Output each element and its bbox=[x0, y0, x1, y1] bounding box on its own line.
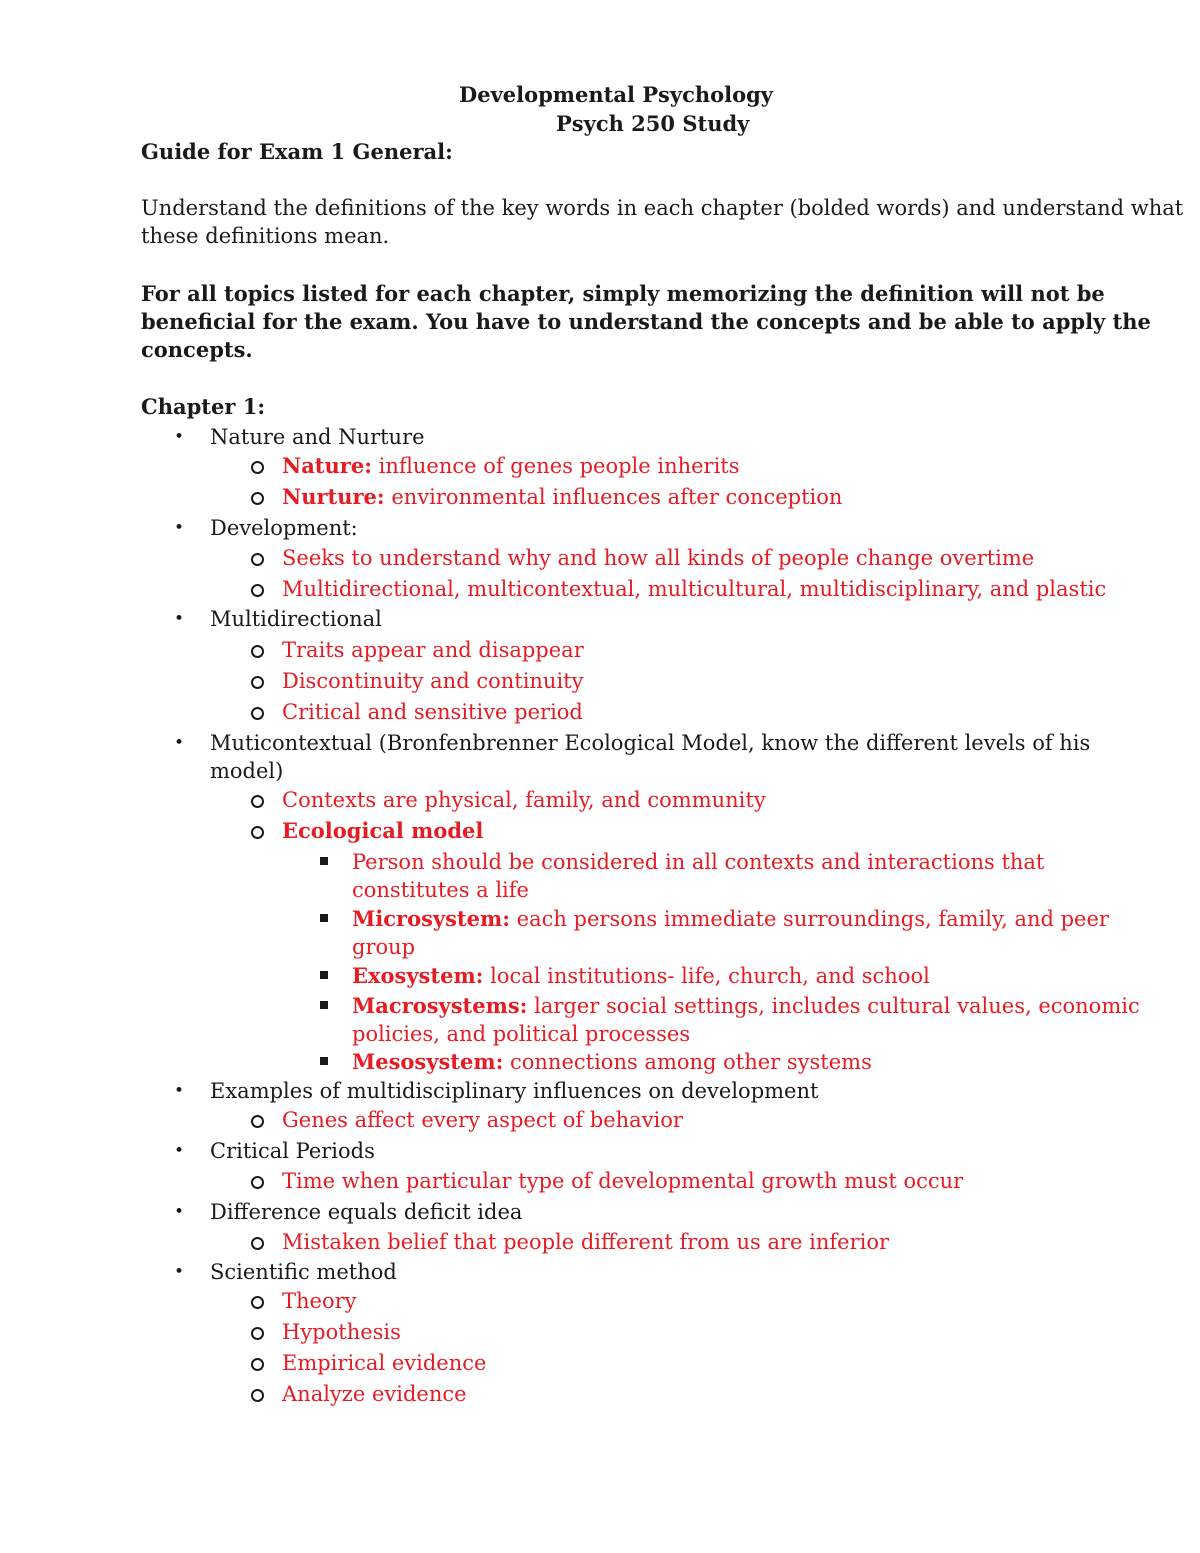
circle-bullet-icon bbox=[251, 707, 264, 720]
topic-critical-periods: Critical Periods bbox=[210, 1139, 375, 1163]
circle-bullet-icon bbox=[251, 1176, 264, 1189]
doc-title-line1: Developmental Psychology bbox=[459, 82, 773, 107]
topic-scientific-method: Scientific method bbox=[210, 1260, 397, 1284]
circle-bullet-icon bbox=[251, 1358, 264, 1371]
note-line2: beneficial for the exam. You have to understand the concepts and be able to apply the bbox=[141, 309, 1151, 334]
subitem-development-1: Seeks to understand why and how all kinds of people change overtime bbox=[282, 546, 1035, 570]
subitem-multidirectional-1: Traits appear and disappear bbox=[282, 638, 584, 662]
circle-bullet-icon bbox=[251, 553, 264, 566]
eco-person-line1: Person should be considered in all contexts and interactions that bbox=[352, 850, 1045, 874]
subitem-multidirectional-3: Critical and sensitive period bbox=[282, 700, 583, 724]
subitem-nurture bbox=[282, 483, 842, 511]
circle-bullet-icon bbox=[251, 1237, 264, 1250]
subitem-contexts: Contexts are physical, family, and community bbox=[282, 788, 766, 812]
bullet-icon: • bbox=[174, 733, 185, 753]
term-mesosystem: Mesosystem: bbox=[352, 1049, 504, 1074]
eco-macrosystems-line1 bbox=[352, 992, 1140, 1020]
square-bullet-icon bbox=[320, 1057, 328, 1065]
bullet-icon: • bbox=[174, 1141, 185, 1161]
circle-bullet-icon bbox=[251, 584, 264, 597]
square-bullet-icon bbox=[320, 857, 328, 865]
topic-development: Development: bbox=[210, 516, 358, 540]
square-bullet-icon bbox=[320, 914, 328, 922]
subitem-multidirectional-2: Discontinuity and continuity bbox=[282, 669, 584, 693]
subitem-analyze-evidence: Analyze evidence bbox=[282, 1382, 467, 1406]
eco-microsystem-line1 bbox=[352, 905, 1109, 933]
bullet-icon: • bbox=[174, 609, 185, 629]
def-nurture: environmental influences after conception bbox=[384, 485, 843, 509]
subitem-deficit: Mistaken belief that people different from us are inferior bbox=[282, 1230, 890, 1254]
topic-multidisciplinary: Examples of multidisciplinary influences on development bbox=[210, 1079, 819, 1103]
bullet-icon: • bbox=[174, 1202, 185, 1222]
circle-bullet-icon bbox=[251, 1115, 264, 1128]
eco-exosystem bbox=[352, 962, 930, 990]
def-macrosystems: larger social settings, includes cultural values, economic bbox=[527, 994, 1140, 1018]
circle-bullet-icon bbox=[251, 461, 264, 474]
circle-bullet-icon bbox=[251, 676, 264, 689]
term-nature: Nature: bbox=[282, 453, 372, 478]
topic-deficit: Difference equals deficit idea bbox=[210, 1200, 523, 1224]
circle-bullet-icon bbox=[251, 645, 264, 658]
intro-line2: these definitions mean. bbox=[141, 224, 390, 248]
term-exosystem: Exosystem: bbox=[352, 963, 484, 988]
eco-person-line2: constitutes a life bbox=[352, 878, 529, 902]
circle-bullet-icon bbox=[251, 1327, 264, 1340]
topic-multicontextual-line1: Muticontextual (Bronfenbrenner Ecological Model, know the different levels of his bbox=[210, 731, 1091, 755]
subitem-critical: Time when particular type of developmental growth must occur bbox=[282, 1169, 964, 1193]
intro-line1: Understand the definitions of the key words in each chapter (bolded words) and understand what bbox=[141, 196, 1184, 220]
subitem-ecological-model: Ecological model bbox=[282, 818, 484, 843]
subitem-empirical-evidence: Empirical evidence bbox=[282, 1351, 487, 1375]
note-line3: concepts. bbox=[141, 337, 253, 362]
square-bullet-icon bbox=[320, 971, 328, 979]
def-exosystem: local institutions- life, church, and school bbox=[483, 964, 930, 988]
bullet-icon: • bbox=[174, 1081, 185, 1101]
chapter-heading: Chapter 1: bbox=[141, 394, 266, 419]
doc-title-line3: Guide for Exam 1 General: bbox=[141, 139, 453, 164]
eco-mesosystem bbox=[352, 1048, 872, 1076]
subitem-hypothesis: Hypothesis bbox=[282, 1320, 401, 1344]
def-mesosystem: connections among other systems bbox=[503, 1050, 872, 1074]
note-line1: For all topics listed for each chapter, simply memorizing the definition will not be bbox=[141, 281, 1105, 306]
bullet-icon: • bbox=[174, 518, 185, 538]
doc-title-line2: Psych 250 Study bbox=[556, 111, 750, 136]
circle-bullet-icon bbox=[251, 492, 264, 505]
term-nurture: Nurture: bbox=[282, 484, 385, 509]
def-microsystem: each persons immediate surroundings, family, and peer bbox=[509, 907, 1109, 931]
bullet-icon: • bbox=[174, 427, 185, 447]
term-microsystem: Microsystem: bbox=[352, 906, 510, 931]
subitem-development-2: Multidirectional, multicontextual, multicultural, multidisciplinary, and plastic bbox=[282, 577, 1107, 601]
eco-microsystem-line2: group bbox=[352, 935, 416, 959]
subitem-nature bbox=[282, 452, 740, 480]
circle-bullet-icon bbox=[251, 1389, 264, 1402]
bullet-icon: • bbox=[174, 1262, 185, 1282]
term-macrosystems: Macrosystems: bbox=[352, 993, 528, 1018]
eco-macrosystems-line2: policies, and political processes bbox=[352, 1022, 691, 1046]
square-bullet-icon bbox=[320, 1001, 328, 1009]
circle-bullet-icon bbox=[251, 795, 264, 808]
circle-bullet-icon bbox=[251, 1296, 264, 1309]
subitem-genes: Genes affect every aspect of behavior bbox=[282, 1108, 683, 1132]
topic-nature-nurture: Nature and Nurture bbox=[210, 425, 425, 449]
topic-multidirectional: Multidirectional bbox=[210, 607, 382, 631]
topic-multicontextual-line2: model) bbox=[210, 759, 284, 783]
subitem-theory: Theory bbox=[282, 1289, 357, 1313]
circle-bullet-icon bbox=[251, 826, 264, 839]
def-nature: influence of genes people inherits bbox=[371, 454, 740, 478]
